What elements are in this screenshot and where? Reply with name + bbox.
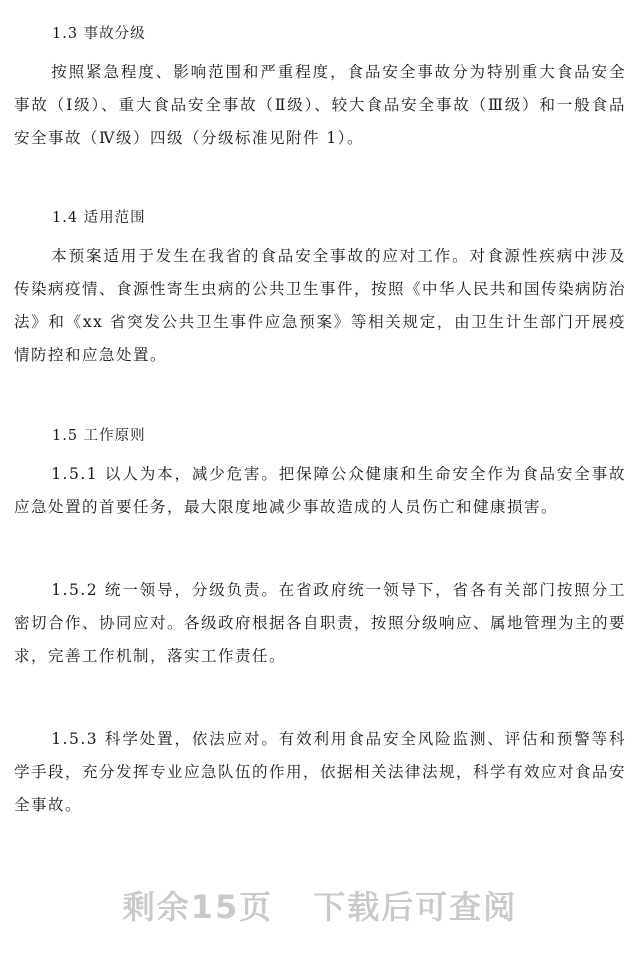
- paragraph-principle-1-5-3: 1.5.3 科学处置，依法应对。有效利用食品安全风险监测、评估和预警等科学手段，充分发挥专业应急队伍的作用，依据相关法律法规，科学有效应对食品安全事故。: [14, 730, 627, 814]
- remaining-pages-text: 剩余15页: [122, 888, 274, 926]
- section-heading-1-4: 1.4 适用范围: [52, 210, 146, 226]
- section-heading-1-5: 1.5 工作原则: [52, 428, 146, 444]
- paragraph-principle-1-5-1: 1.5.1 以人为本，减少危害。把保障公众健康和生命安全作为食品安全事故应急处置的首要任务，最大限度地减少事故造成的人员伤亡和健康损害。: [14, 465, 626, 516]
- paragraph-scope: 本预案适用于发生在我省的食品安全事故的应对工作。对食源性疾病中涉及传染病疫情、食源性寄生虫病的公共卫生事件，按照《中华人民共和国传染病防治法》和《xx 省突发公共卫生事件应急预案》等相关规定，由卫生计生部门开展疫情防控和应急处置。: [14, 247, 627, 364]
- section-heading-1-3: 1.3 事故分级: [52, 26, 146, 42]
- download-prompt-watermark[interactable]: [0, 882, 640, 928]
- paragraph-incident-classification: 按照紧急程度、影响范围和严重程度，食品安全事故分为特别重大食品安全事故（Ⅰ级）、重大食品安全事故（Ⅱ级）、较大食品安全事故（Ⅲ级）和一般食品安全事故（Ⅳ级）四级（分级标准见附件 1）。: [14, 63, 626, 147]
- paragraph-principle-1-5-2: 1.5.2 统一领导，分级负责。在省政府统一领导下，省各有关部门按照分工密切合作、协同应对。各级政府根据各自职责，按照分级响应、属地管理为主的要求，完善工作机制，落实工作责任。: [14, 581, 627, 665]
- download-to-view-text: 下载后可查阅: [313, 888, 518, 926]
